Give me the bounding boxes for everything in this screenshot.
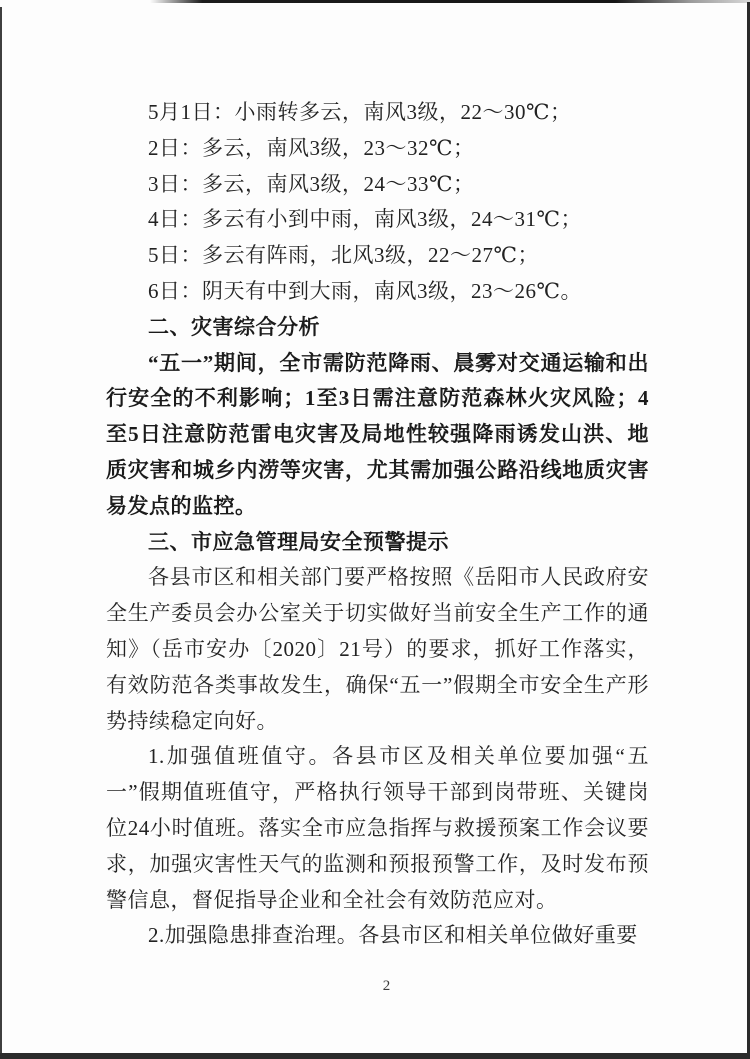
paragraph-item-2-hazard-inspection: 2.加强隐患排查治理。各县市区和相关单位做好重要	[148, 923, 638, 948]
paragraph-item-1-duty-shifts: 1.加强值班值守。各县市区及相关单位要加强“五一”假期值班值守，严格执行领导干部到岗带班、关键岗位24小时值班。落实全市应急指挥与救援预案工作会议要求，加强灾害性天气的监测和预报预警工作，及时发布预警信息，督促指导企业和全社会有效防范应对。	[106, 744, 649, 912]
section-heading-safety-warning: 三、市应急管理局安全预警提示	[148, 529, 449, 554]
paragraph-disaster-analysis: “五一”期间，全市需防范降雨、晨雾对交通运输和出行安全的不利影响；1至3日需注意防范森林火灾风险；4至5日注意防范雷电灾害及局地性较强降雨诱发山洪、地质灾害和城乡内涝等灾害，尤其需加强公路沿线地质灾害易发点的监控。	[106, 350, 649, 518]
page-number: 2	[382, 978, 391, 994]
section-heading-disaster-analysis: 二、灾害综合分析	[148, 314, 320, 339]
scan-edge-top	[0, 0, 750, 3]
weather-forecast-line-may3: 3日：多云，南风3级，24～33℃；	[148, 171, 475, 196]
weather-forecast-line-may6: 6日：阴天有中到大雨，南风3级，23～26℃。	[148, 278, 582, 303]
weather-forecast-line-may2: 2日：多云，南风3级，23～32℃；	[148, 135, 475, 160]
weather-forecast-line-may1: 5月1日：小雨转多云，南风3级，22～30℃；	[148, 100, 572, 124]
document-body	[106, 95, 649, 954]
weather-forecast-line-may4: 4日：多云有小到中雨，南风3级，24～31℃；	[148, 207, 582, 232]
scan-edge-bottom	[0, 1053, 750, 1059]
weather-forecast-line-may5: 5日：多云有阵雨，北风3级，22～27℃；	[148, 243, 539, 268]
paragraph-safety-requirements: 各县市区和相关部门要严格按照《岳阳市人民政府安全生产委员会办公室关于切实做好当前安全生产工作的通知》（岳市安办〔2020〕21号）的要求，抓好工作落实，有效防范各类事故发生，确保“五一”假期全市安全生产形势持续稳定向好。	[106, 565, 649, 733]
scan-edge-left	[0, 7, 2, 1059]
